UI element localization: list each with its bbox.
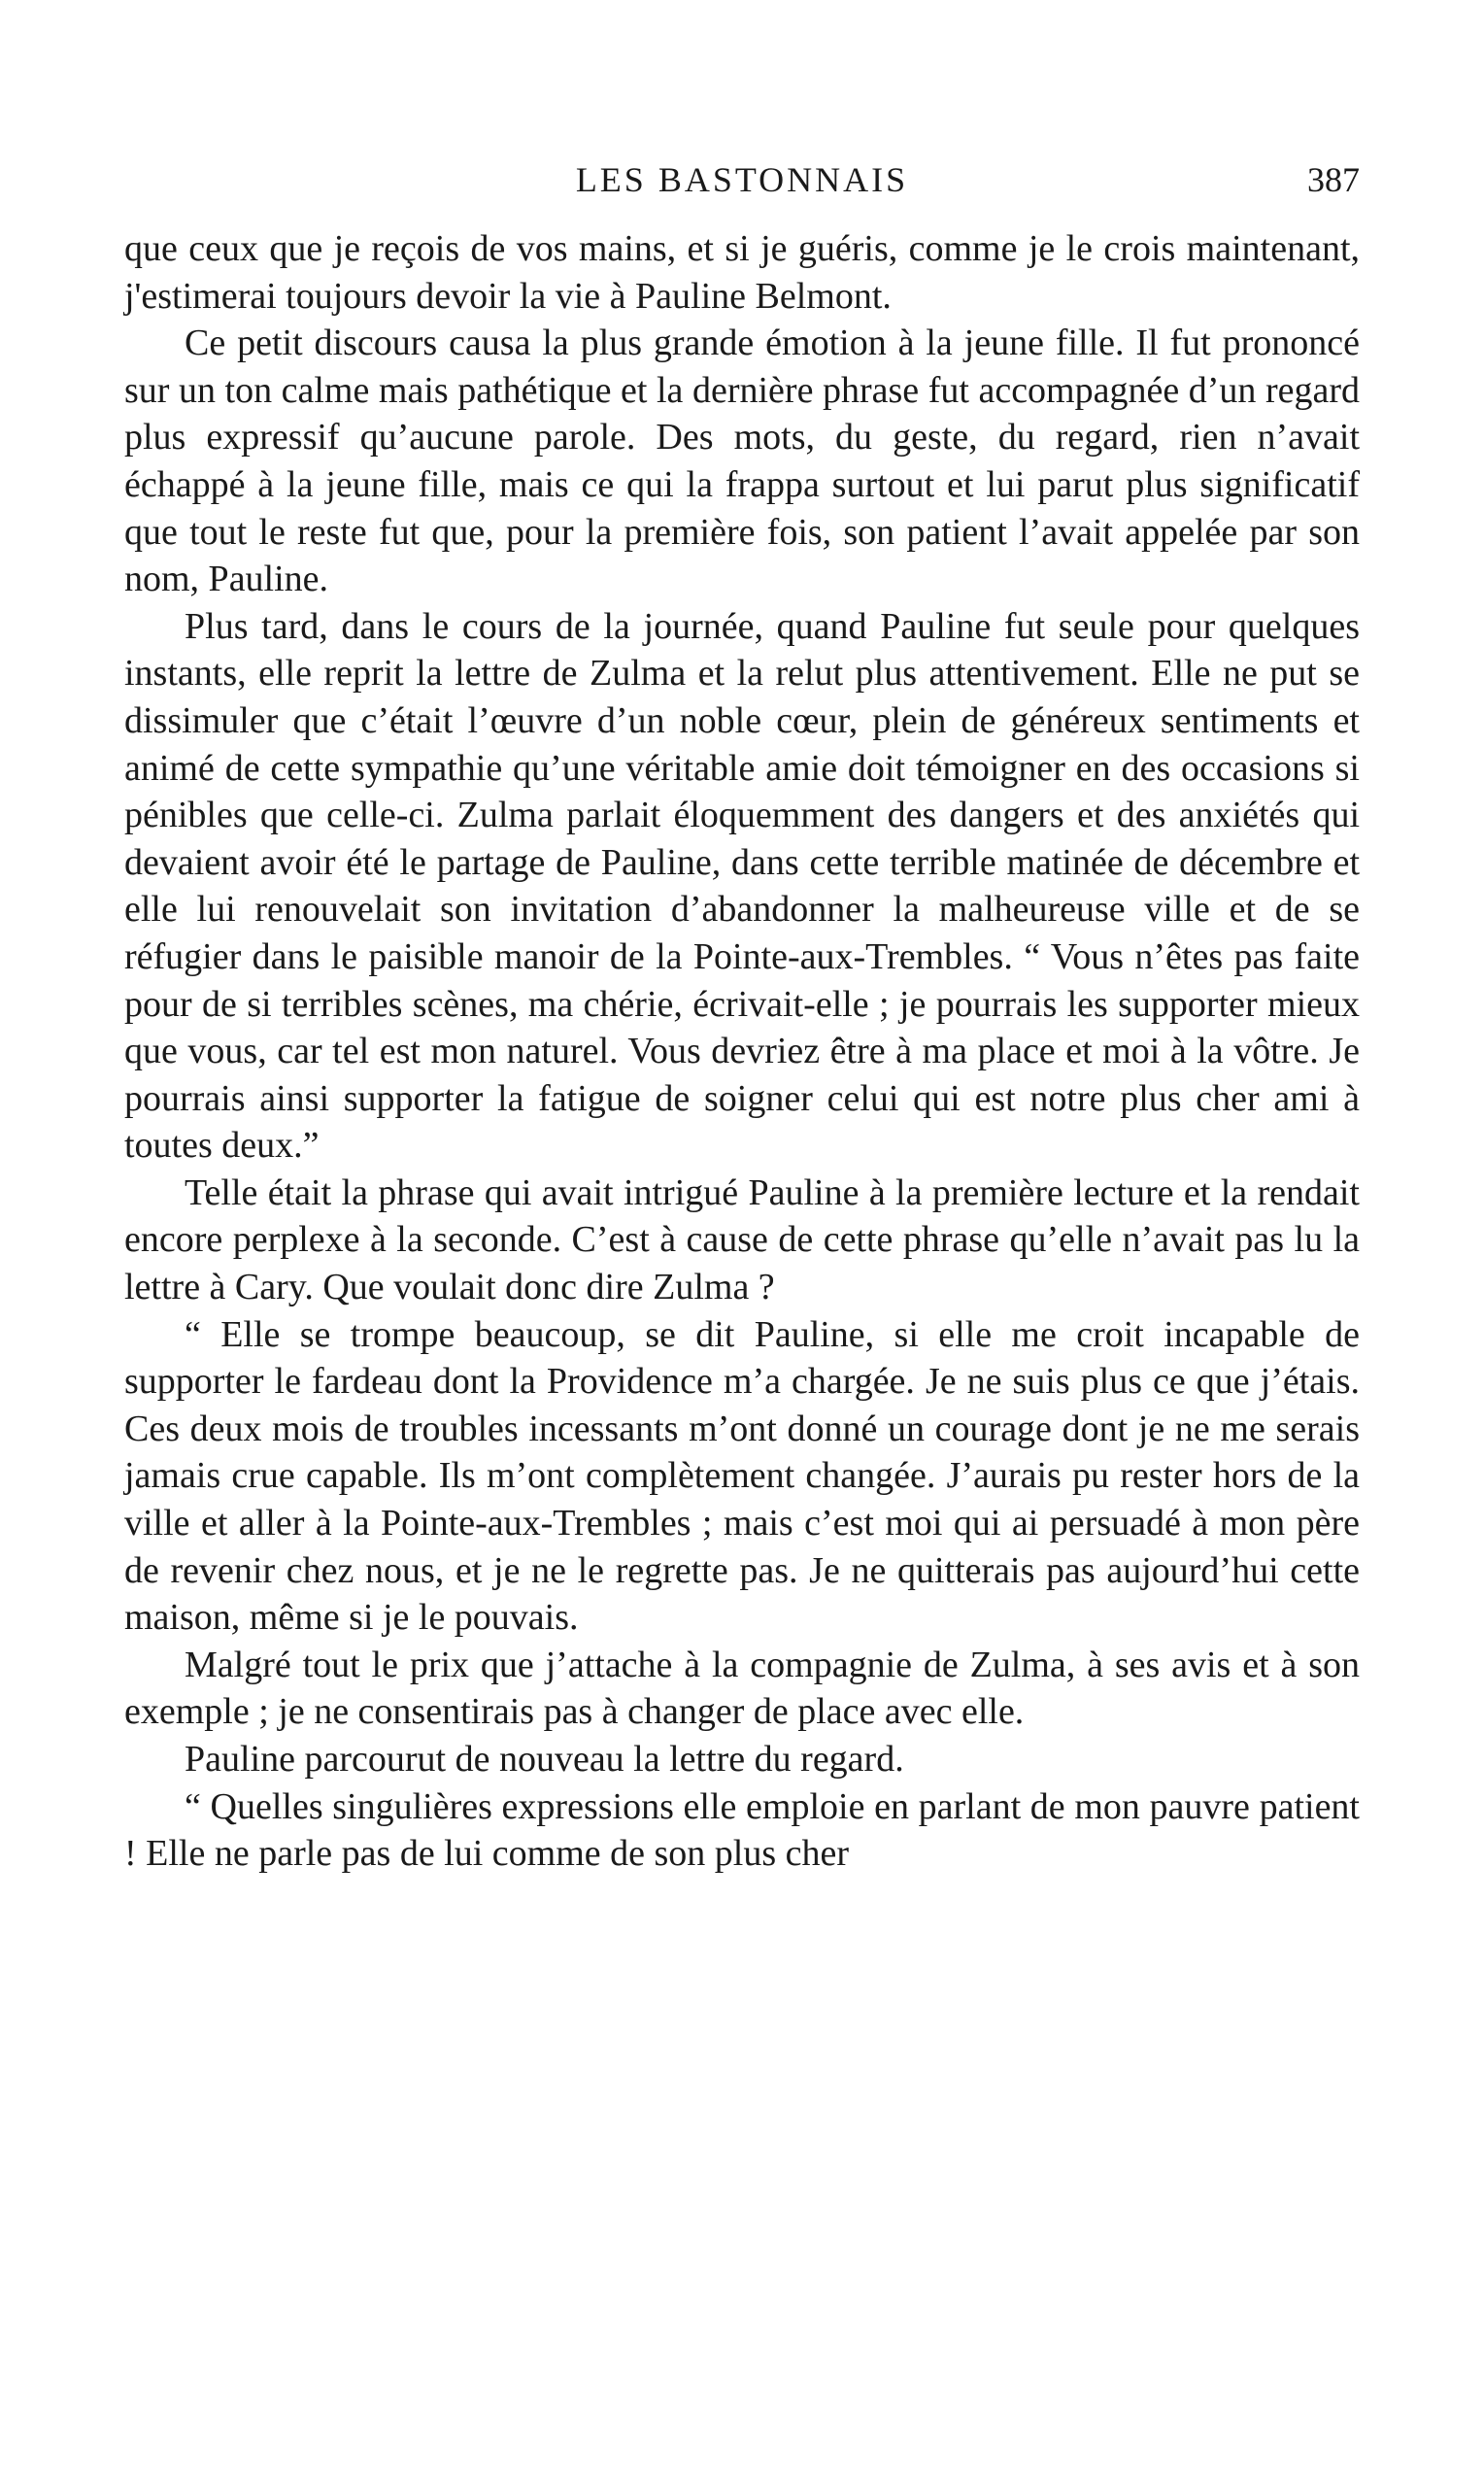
paragraph: Pauline parcourut de nouveau la lettre du regard. [185,1739,904,1780]
paragraph: Ce petit discours causa la plus grande émotion à la jeune fille. Il fut prononcé sur un ton calme mais pathétique et la dernière phrase fut accompagnée d’un regard plus expressif qu’aucune parole. Des mots, du geste, du regard, rien n’avait échappé à la jeune fille, mais ce qui la frappa surtout et lui parut plus significatif que tout le reste fut que, pour la première fois, son patient l’avait appelée par son nom, Pauline. [124,322,1360,600]
running-header [124,155,1360,204]
running-title: LES BASTONNAIS [575,160,909,199]
paragraph: Plus tard, dans le cours de la journée, quand Pauline fut seule pour quelques instants, elle reprit la lettre de Zulma et la relut plus attentivement. Elle ne put se dissimuler que c’était l’œuvre d’un noble cœur, plein de généreux sentiments et animé de cette sympathie qu’une véritable amie doit témoigner en des occasions si pénibles que celle-ci. Zulma parlait éloquemment des dangers et des anxiétés qui devaient avoir été le partage de Pauline, dans cette terrible matinée de décembre et elle lui renouvelait son invitation d’abandonner la malheureuse ville et de se réfugier dans le paisible manoir de la Pointe-aux-Trembles. “ Vous n’êtes pas faite pour de si terribles scènes, ma chérie, écrivait-elle ; je pourrais les supporter mieux que vous, car tel est mon naturel. Vous devriez être à ma place et moi à la vôtre. Je pourrais ainsi supporter la fatigue de soigner celui qui est notre plus cher ami à toutes deux.” [124,605,1360,1167]
paragraph: “ Elle se trompe beaucoup, se dit Pauline, si elle me croit incapable de supporter le fardeau dont la Providence m’a chargée. Je ne suis plus ce que j’étais. Ces deux mois de troubles incessants m’ont donné un courage dont je ne me serais jamais crue capable. Ils m’ont complètement changée. J’aurais pu rester hors de la ville et aller à la Pointe-aux-Trembles ; mais c’est moi qui ai persuadé à mon père de revenir chez nous, et je ne le regrette pas. Je ne quitterais pas aujourd’hui cette maison, même si je le pouvais. [124,1313,1360,1639]
paragraph-continued: que ceux que je reçois de vos mains, et si je guéris, comme je le crois maintenant, j'estimerai toujours devoir la vie à Pauline Belmont. [124,228,1360,317]
paragraph: “ Quelles singulières expressions elle emploie en parlant de mon pauvre patient ! Elle ne parle pas de lui comme de son plus cher [124,1785,1360,1875]
page-number: 387 [1307,160,1360,199]
paragraph: Malgré tout le prix que j’attache à la compagnie de Zulma, à ses avis et à son exemple ; je ne consentirais pas à changer de place avec elle. [124,1644,1360,1733]
paragraph: Telle était la phrase qui avait intrigué Pauline à la première lecture et la rendait encore perplexe à la seconde. C’est à cause de cette phrase qu’elle n’avait pas lu la lettre à Cary. Que voulait donc dire Zulma ? [124,1171,1360,1308]
text-body [124,225,1360,1878]
